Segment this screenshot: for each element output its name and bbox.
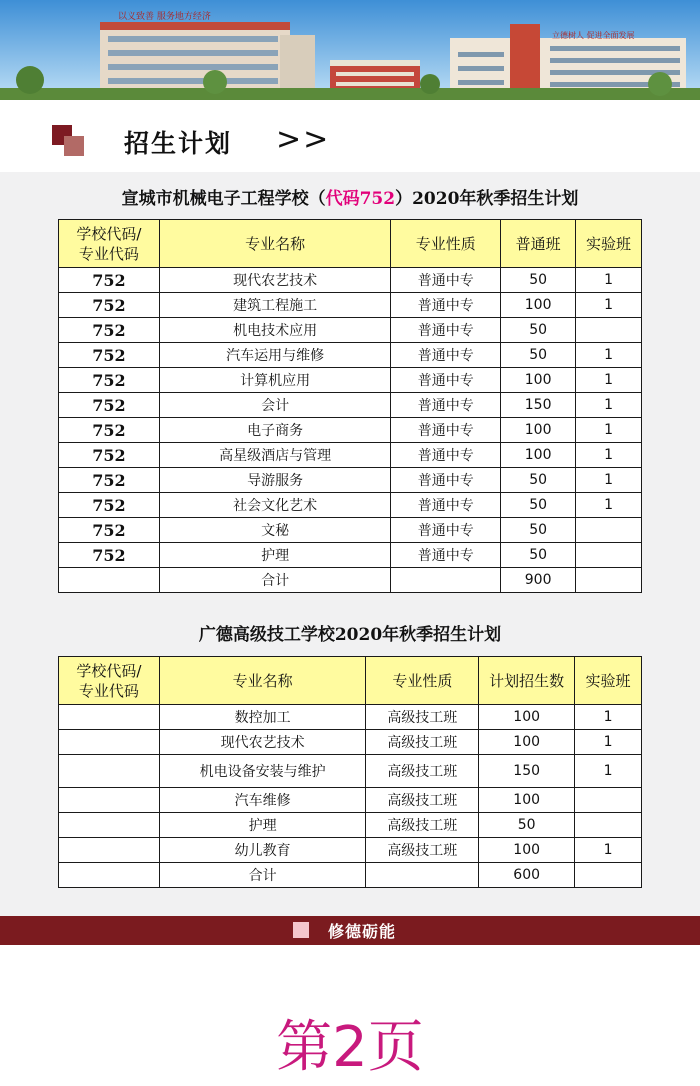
school-code-cell: 752 (59, 318, 160, 343)
table1-row (59, 418, 642, 443)
major-type-cell: 普通中专 (391, 443, 501, 468)
table1-header-code (59, 220, 160, 268)
empty-cell (59, 568, 160, 593)
school-code-cell (59, 838, 160, 863)
total-regular-cell: 900 (501, 568, 576, 593)
major-name-cell: 计算机应用 (159, 368, 391, 393)
header-code-line1: 学校代码/ (76, 661, 142, 680)
school-code-cell: 752 (59, 418, 160, 443)
table1-row (59, 468, 642, 493)
empty-cell (576, 568, 642, 593)
major-name-cell: 汽车维修 (159, 788, 366, 813)
table1-header-major: 专业名称 (159, 220, 391, 268)
table2-header-type: 专业性质 (366, 657, 479, 705)
planned-count-cell: 100 (479, 838, 575, 863)
table2-row (59, 755, 642, 788)
major-type-cell: 普通中专 (391, 518, 501, 543)
table2-total-row (59, 863, 642, 888)
major-type-cell: 普通中专 (391, 393, 501, 418)
experimental-class-cell: 1 (575, 730, 642, 755)
motto-text: 修德砺能 (328, 922, 397, 941)
experimental-class-cell: 1 (576, 443, 642, 468)
total-planned-cell: 600 (479, 863, 575, 888)
major-name-cell: 电子商务 (159, 418, 391, 443)
table1-heading-prefix: 宣城市机械电子工程学校（ (121, 189, 326, 209)
major-type-cell: 普通中专 (391, 418, 501, 443)
regular-class-cell: 150 (501, 393, 576, 418)
planned-count-cell: 100 (479, 705, 575, 730)
planned-count-cell: 100 (479, 788, 575, 813)
major-type-cell: 普通中专 (391, 293, 501, 318)
major-type-cell: 普通中专 (391, 343, 501, 368)
planned-count-cell: 50 (479, 813, 575, 838)
regular-class-cell: 50 (501, 493, 576, 518)
experimental-class-cell: 1 (576, 468, 642, 493)
header-code-line1: 学校代码/ (76, 224, 142, 243)
experimental-class-cell: 1 (576, 493, 642, 518)
major-type-cell: 高级技工班 (366, 813, 479, 838)
major-type-cell: 普通中专 (391, 493, 501, 518)
major-type-cell: 普通中专 (391, 268, 501, 293)
planned-count-cell: 150 (479, 755, 575, 788)
school-code-cell: 752 (59, 268, 160, 293)
experimental-class-cell (576, 318, 642, 343)
header-code-line2: 专业代码 (78, 244, 139, 263)
title-arrows: >> (276, 122, 331, 157)
table1-heading (0, 184, 700, 209)
school-code-cell: 752 (59, 543, 160, 568)
regular-class-cell: 100 (501, 443, 576, 468)
major-type-cell: 高级技工班 (366, 788, 479, 813)
major-name-cell: 文秘 (159, 518, 391, 543)
table1 (58, 219, 642, 593)
experimental-class-cell: 1 (576, 268, 642, 293)
regular-class-cell: 100 (501, 293, 576, 318)
table1-heading-suffix: ）2020年秋季招生计划 (395, 189, 579, 209)
major-name-cell: 会计 (159, 393, 391, 418)
planned-count-cell: 100 (479, 730, 575, 755)
header-code-line2: 专业代码 (78, 681, 139, 700)
school-code-cell: 752 (59, 343, 160, 368)
regular-class-cell: 50 (501, 543, 576, 568)
banner-slogan-left: 以义致善 服务地方经济 (118, 12, 211, 22)
major-name-cell: 汽车运用与维修 (159, 343, 391, 368)
major-name-cell: 现代农艺技术 (159, 730, 366, 755)
school-code-cell (59, 755, 160, 788)
experimental-class-cell: 1 (576, 393, 642, 418)
campus-photo (0, 0, 700, 100)
table1-row (59, 293, 642, 318)
school-code-cell: 752 (59, 393, 160, 418)
experimental-class-cell: 1 (576, 293, 642, 318)
experimental-class-cell: 1 (576, 418, 642, 443)
regular-class-cell: 50 (501, 468, 576, 493)
experimental-class-cell: 1 (575, 755, 642, 788)
experimental-class-cell (576, 543, 642, 568)
major-name-cell: 机电设备安装与维护 (159, 755, 366, 788)
table2-row (59, 788, 642, 813)
school-code-cell: 752 (59, 368, 160, 393)
major-name-cell: 护理 (159, 543, 391, 568)
table1-row (59, 368, 642, 393)
table1-row (59, 543, 642, 568)
major-type-cell: 普通中专 (391, 543, 501, 568)
school-code-cell (59, 705, 160, 730)
table1-row (59, 318, 642, 343)
section-header (0, 100, 700, 172)
empty-cell (391, 568, 501, 593)
empty-cell (366, 863, 479, 888)
major-type-cell: 高级技工班 (366, 730, 479, 755)
major-type-cell: 普通中专 (391, 318, 501, 343)
title-square-light (64, 136, 84, 156)
table1-total-row (59, 568, 642, 593)
regular-class-cell: 100 (501, 418, 576, 443)
experimental-class-cell: 1 (576, 343, 642, 368)
motto-square-icon (293, 922, 309, 938)
major-type-cell: 高级技工班 (366, 755, 479, 788)
table1-row (59, 443, 642, 468)
table2-header-row (59, 657, 642, 705)
experimental-class-cell: 1 (576, 368, 642, 393)
experimental-class-cell: 1 (575, 838, 642, 863)
table1-header-regular: 普通班 (501, 220, 576, 268)
table1-row (59, 268, 642, 293)
major-name-cell: 建筑工程施工 (159, 293, 391, 318)
major-name-cell: 幼儿教育 (159, 838, 366, 863)
table1-header-row (59, 220, 642, 268)
major-type-cell: 高级技工班 (366, 838, 479, 863)
major-name-cell: 数控加工 (159, 705, 366, 730)
table1-header-type: 专业性质 (391, 220, 501, 268)
regular-class-cell: 50 (501, 518, 576, 543)
school-code-cell: 752 (59, 468, 160, 493)
experimental-class-cell: 1 (575, 705, 642, 730)
table2-row (59, 813, 642, 838)
regular-class-cell: 100 (501, 368, 576, 393)
experimental-class-cell (576, 518, 642, 543)
table2-header-major: 专业名称 (159, 657, 366, 705)
regular-class-cell: 50 (501, 318, 576, 343)
regular-class-cell: 50 (501, 268, 576, 293)
school-code-cell: 752 (59, 493, 160, 518)
table2 (58, 656, 642, 888)
table1-header-experimental: 实验班 (576, 220, 642, 268)
table2-header-planned: 计划招生数 (479, 657, 575, 705)
header-banner (0, 0, 700, 100)
total-label-cell: 合计 (159, 863, 366, 888)
table1-row (59, 518, 642, 543)
major-type-cell: 高级技工班 (366, 705, 479, 730)
total-label-cell: 合计 (159, 568, 391, 593)
section-title: 招生计划 (124, 129, 233, 158)
table1-row (59, 493, 642, 518)
experimental-class-cell (575, 813, 642, 838)
school-code-cell: 752 (59, 293, 160, 318)
table2-header-experimental: 实验班 (575, 657, 642, 705)
school-code-cell: 752 (59, 443, 160, 468)
table2-heading: 广德高级技工学校2020年秋季招生计划 (198, 625, 502, 645)
major-name-cell: 导游服务 (159, 468, 391, 493)
school-code-cell (59, 730, 160, 755)
table2-row (59, 838, 642, 863)
major-type-cell: 普通中专 (391, 368, 501, 393)
major-name-cell: 现代农艺技术 (159, 268, 391, 293)
table1-row (59, 343, 642, 368)
table1-row (59, 393, 642, 418)
major-name-cell: 高星级酒店与管理 (159, 443, 391, 468)
empty-cell (575, 863, 642, 888)
table2-header-code (59, 657, 160, 705)
table1-heading-code: 代码752 (325, 189, 396, 209)
banner-slogan-right: 立德树人 促进全面发展 (552, 31, 635, 40)
empty-cell (59, 863, 160, 888)
table2-row (59, 705, 642, 730)
major-type-cell: 普通中专 (391, 468, 501, 493)
school-code-cell: 752 (59, 518, 160, 543)
regular-class-cell: 50 (501, 343, 576, 368)
school-code-cell (59, 813, 160, 838)
school-code-cell (59, 788, 160, 813)
page-label: 第2页 (276, 1015, 424, 1080)
major-name-cell: 护理 (159, 813, 366, 838)
major-name-cell: 社会文化艺术 (159, 493, 391, 518)
major-name-cell: 机电技术应用 (159, 318, 391, 343)
experimental-class-cell (575, 788, 642, 813)
table2-row (59, 730, 642, 755)
